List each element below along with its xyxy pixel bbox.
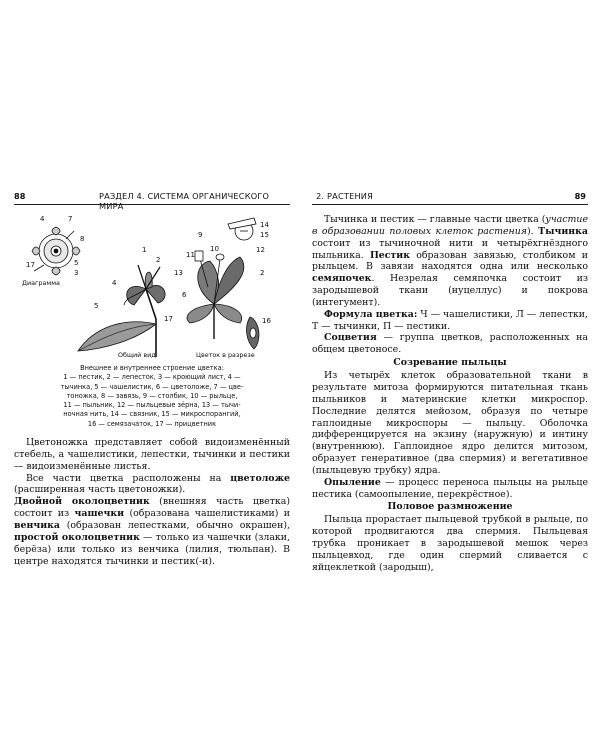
diagram-number-5: 5 (74, 259, 79, 267)
section-view-label: Цветок в разрезе (196, 351, 255, 359)
right-running-head: 2. РАСТЕНИЯ (316, 191, 374, 201)
right-running-header (312, 190, 588, 205)
caption-line: 11 — пыльник, 12 — пыльцевые зёрна, 13 — тычи- (63, 401, 241, 410)
text-run: (образован лепестками, обычно окрашен), (60, 519, 290, 531)
diagram-label: Диаграмма (22, 279, 60, 287)
section-number-10: 10 (210, 245, 219, 253)
left-page (14, 190, 290, 567)
flower-general-view (78, 265, 165, 357)
diagram-number-8: 8 (80, 235, 85, 243)
text-run: состоит из тычиночной нити и четырёхгнёздного пыльника. (312, 237, 588, 261)
right-page-number: 89 (574, 191, 586, 201)
view-number-2: 2 (156, 256, 161, 264)
section-number-2: 2 (260, 269, 265, 277)
section-number-6: 6 (182, 291, 187, 299)
diagram-number-4: 4 (40, 215, 45, 223)
term-simple-perianth: простой околоцветник (14, 531, 140, 543)
left-running-head: РАЗДЕЛ 4. СИСТЕМА ОРГАНИЧЕСКОГО МИРА (99, 191, 270, 211)
text-run: . Незрелая семяпочка состоит из зародышевой ткани (нуцеллус) и покрова (интегумент). (312, 273, 588, 308)
term-ovules: семяпочек (312, 273, 372, 285)
term-corolla: венчика (14, 519, 61, 531)
right-page (312, 190, 588, 574)
text-run: — процесс переноса пыльцы на рыльце пестика (самоопыление, перекрёстное). (312, 476, 588, 500)
diagram-number-3: 3 (74, 269, 79, 277)
text-run: — только из чашечки (злаки, берёза) или только из венчика (лилия, тюльпан). В центре находятся тычинки и пестик(-и). (14, 531, 290, 567)
section-number-12: 12 (256, 246, 265, 254)
term-calyx: чашечки (74, 508, 125, 520)
text-run: (образована чашелистиками) и (124, 508, 291, 520)
text-run: ). (526, 225, 539, 237)
section-number-16: 16 (262, 317, 271, 325)
paragraph-stamen-pistil (312, 214, 588, 309)
caption-line: тоножка, 8 — завязь, 9 — столбик, 10 — рыльце, (66, 391, 238, 400)
view-number-4: 4 (112, 279, 117, 287)
text-run: образован завязью, столбиком и рыльцем. В завязи находятся одна или несколько (312, 249, 588, 273)
section-number-11: 11 (186, 251, 195, 259)
general-view-label: Общий вид (118, 351, 156, 359)
text-run: Ч — чашелистики, Л — лепестки, Т — тычинки, П — пестики. (312, 308, 588, 332)
heading-sexual-reproduction: Половое размножение (387, 501, 513, 513)
text-run: — группа цветков, расположенных на общем цветоносе. (312, 332, 588, 356)
caption-line: 16 — семязачаток, 17 — прицветник (87, 419, 217, 428)
paragraph: Все части цветка расположены на цветоложе (расширенная часть цветоножки). (14, 472, 290, 496)
diagram-number-7: 7 (68, 215, 73, 223)
left-page-number: 88 (14, 191, 26, 201)
paragraph-inflorescence (312, 332, 588, 356)
right-body-text (312, 214, 588, 574)
left-body-text (14, 437, 290, 567)
section-number-13: 13 (174, 269, 183, 277)
paragraph-perianth (14, 496, 290, 567)
text-run: (внешняя часть цветка) состоит из (14, 496, 290, 520)
term-flower-formula: Формула цветка: (324, 308, 418, 320)
paragraph: Из четырёх клеток образовательной ткани в результате митоза формируются питательная ткань пыльников и материнские клетки микроспор. Последние делятся мейозом, образуя по четыре гаплоидные микроспоры — пыльцу. Оболочка дифференцируется на экзину (наружную) и интину (внутреннюю). Гаплоидное ядро делится митозом, образует генеративное (два спермия) и вегетативное (пыльцевую трубку) ядра. (312, 370, 588, 476)
term-receptacle: цветоложе (230, 472, 290, 484)
floral-diagram (32, 227, 80, 275)
view-number-5: 5 (94, 302, 99, 310)
term-stamen: Тычинка (538, 225, 588, 237)
section-number-15: 15 (260, 231, 269, 239)
italic-run: участие в образовании половых клеток растения (312, 214, 588, 237)
figure-caption (22, 364, 282, 429)
caption-line: тычинка, 5 — чашелистик, 6 — цветоложе, 7 — цве- (60, 382, 244, 391)
caption-title: Внешнее и внутреннее строение цветка: (80, 364, 224, 372)
caption-line: 1 — пестик, 2 — лепесток, 3 — кроющий лист, 4 — (63, 373, 241, 382)
paragraph-formula (312, 309, 588, 333)
paragraph: Цветоножка представляет собой видоизменённый стебель, а чашелистики, лепестки, тычинки и пестики — видоизменённые листья. (14, 437, 290, 472)
term-double-perianth: Двойной околоцветник (14, 496, 150, 508)
section-number-14: 14 (260, 221, 269, 229)
view-number-1: 1 (142, 246, 147, 254)
term-inflorescence: Соцветия (324, 332, 377, 344)
section-number-9: 9 (198, 231, 203, 239)
term-pollination: Опыление (324, 476, 381, 488)
left-running-header (14, 190, 290, 211)
flower-figure (14, 209, 290, 362)
caption-line: ночная нить, 14 — связник, 15 — микроспорангий, (63, 410, 241, 419)
paragraph-pollination (312, 477, 588, 501)
view-number-17: 17 (164, 315, 173, 323)
paragraph: Пыльца прорастает пыльцевой трубкой в рыльце, по которой продвигаются два спермия. Пыльцевая трубка проникает в зародышевой мешок через пыльцевход, где один спермий сливается с яйцеклеткой (зародыш), (312, 514, 588, 573)
heading-pollen-maturation: Созревание пыльцы (393, 357, 507, 369)
diagram-number-17: 17 (26, 261, 35, 269)
term-pistil: Пестик (369, 249, 411, 261)
text-run: Тычинка и пестик — главные части цветка ( (324, 214, 546, 225)
